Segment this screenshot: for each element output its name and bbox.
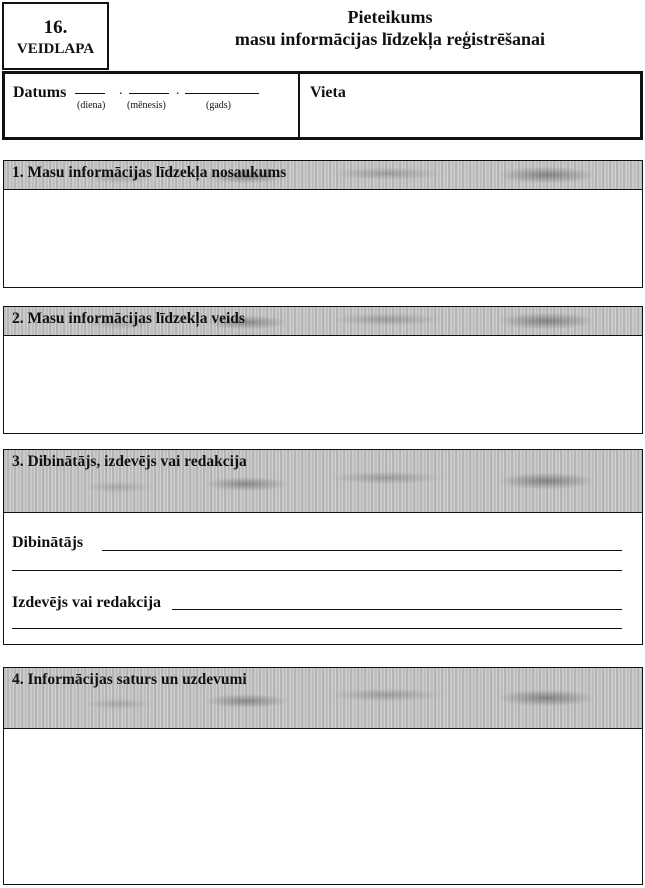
publisher-field-continued[interactable] (12, 628, 622, 629)
section-heading: 4. Informācijas saturs un uzdevumi (12, 671, 247, 688)
title-line-1: Pieteikums (347, 7, 433, 27)
publisher-label: Izdevējs vai redakcija (12, 594, 162, 611)
section-header (4, 450, 642, 513)
founder-label: Dibinātājs (12, 534, 84, 551)
date-label: Datums (13, 84, 67, 101)
date-separator-2: . (176, 83, 180, 98)
date-place-divider (298, 74, 300, 137)
media-type-field[interactable] (4, 337, 642, 433)
section-header (4, 161, 642, 190)
form-number: 16. (43, 17, 68, 38)
section-media-name (3, 160, 643, 288)
founder-field[interactable] (102, 550, 622, 551)
day-hint: (diena) (77, 100, 106, 111)
media-name-field[interactable] (4, 191, 642, 287)
section-heading: 3. Dibinātājs, izdevējs vai redakcija (12, 453, 247, 470)
place-field[interactable] (305, 106, 635, 134)
date-place-row (2, 71, 643, 140)
publisher-field[interactable] (172, 609, 622, 610)
form-title (150, 6, 630, 50)
date-day-field[interactable] (75, 81, 105, 99)
section-content-tasks (3, 667, 643, 885)
month-hint: (mēnesis) (127, 100, 166, 111)
section-heading: 1. Masu informācijas līdzekļa nosaukums (12, 164, 287, 181)
section-heading: 2. Masu informācijas līdzekļa veids (12, 310, 245, 327)
date-separator-1: . (119, 83, 123, 98)
place-label: Vieta (310, 84, 346, 101)
form-number-box (2, 2, 109, 70)
title-line-2: masu informācijas līdzekļa reģistrēšanai (234, 29, 546, 49)
date-year-field[interactable] (185, 81, 259, 99)
form-label: VEIDLAPA (16, 41, 95, 57)
date-month-field[interactable] (129, 81, 169, 99)
section-media-type (3, 306, 643, 434)
founder-field-continued[interactable] (12, 570, 622, 571)
section-header (4, 307, 642, 336)
section-header (4, 668, 642, 729)
year-hint: (gads) (206, 100, 231, 111)
section-founder-publisher (3, 449, 643, 645)
content-tasks-field[interactable] (4, 730, 642, 884)
